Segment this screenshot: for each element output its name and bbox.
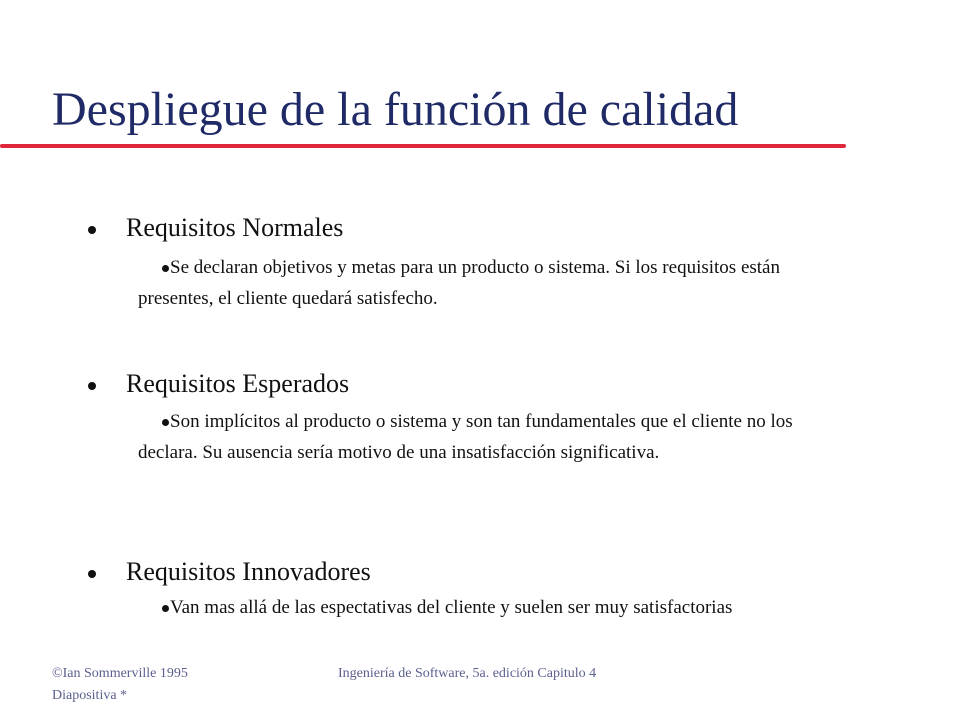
sub-bullet-dot-icon <box>162 265 169 272</box>
bullet-dot-icon <box>88 570 96 578</box>
sub-bullet-requisitos-innovadores <box>130 592 830 623</box>
sub-bullet-dot-icon <box>162 419 169 426</box>
sub-bullet-dot-icon <box>162 605 169 612</box>
sub-bullet-text: Van mas allá de las espectativas del cliente y suelen ser muy satisfactorias <box>170 597 733 618</box>
bullet-heading: Requisitos Esperados <box>126 369 350 398</box>
sub-bullet-requisitos-esperados <box>138 406 838 468</box>
bullet-heading: Requisitos Normales <box>126 213 344 242</box>
slide-title: Despliegue de la función de calidad <box>52 83 739 136</box>
sub-bullet-text: Se declaran objetivos y metas para un producto o sistema. Si los requisitos están presentes, el cliente quedará satisfecho. <box>138 257 780 309</box>
footer-slide-label: Diapositiva * <box>52 688 128 703</box>
footer-copyright: ©Ian Sommerville 1995 <box>52 666 188 681</box>
sub-bullet-requisitos-normales <box>138 252 838 314</box>
bullet-dot-icon <box>88 226 96 234</box>
bullet-dot-icon <box>88 382 96 390</box>
footer-book-reference: Ingeniería de Software, 5a. edición Capitulo 4 <box>338 666 597 681</box>
sub-bullet-text: Son implícitos al producto o sistema y son tan fundamentales que el cliente no los declara. Su ausencia sería motivo de una insatisfacción significativa. <box>138 411 793 463</box>
title-underline <box>0 144 846 148</box>
bullet-heading: Requisitos Innovadores <box>126 557 371 586</box>
